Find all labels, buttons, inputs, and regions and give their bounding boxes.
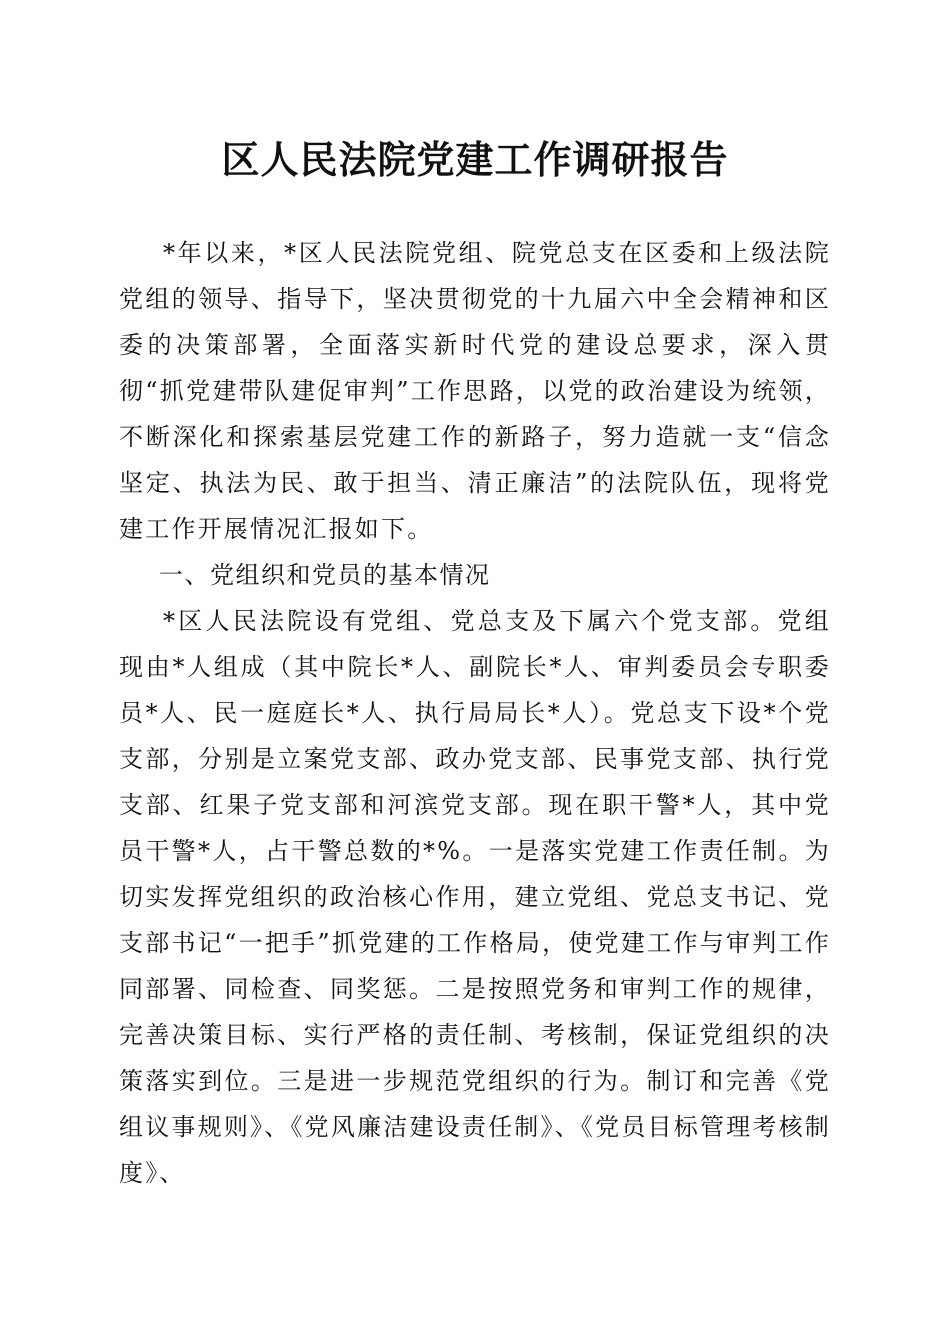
document-title: 区人民法院党建工作调研报告 bbox=[221, 138, 729, 182]
intro-paragraph: *年以来，*区人民法院党组、院党总支在区委和上级法院党组的领导、指导下，坚决贯彻党的十九届六中全会精神和区委的决策部署，全面落实新时代党的建设总要求，深入贯彻“抓党建带队建促审判”工作思路，以党的政治建设为统领，不断深化和探索基层党建工作的新路子，努力造就一支“信念坚定、执法为民、敢于担当、清正廉洁”的法院队伍，现将党建工作开展情况汇报如下。 bbox=[119, 239, 831, 543]
section-paragraph: *区人民法院设有党组、党总支及下属六个党支部。党组现由*人组成（其中院长*人、副院长*人、审判委员会专职委员*人、民一庭庭长*人、执行局局长*人）。党总支下设*个党支部，分别是立案党支部、政办党支部、民事党支部、执行党支部、红果子党支部和河滨党支部。现在职干警*人，其中党员干警*人，占干警总数的*%。一是落实党建工作责任制。为切实发挥党组织的政治核心作用，建立党组、党总支书记、党支部书记“一把手”抓党建的工作格局，使党建工作与审判工作同部署、同检查、同奖惩。二是按照党务和审判工作的规律，完善决策目标、实行严格的责任制、考核制，保证党组织的决策落实到位。三是进一步规范党组织的行为。制订和完善《党组议事规则》、《党风廉洁建设责任制》、《党员目标管理考核制度》、 bbox=[119, 607, 831, 1187]
section-heading: 一、党组织和党员的基本情况 bbox=[159, 561, 491, 589]
document-body bbox=[119, 230, 831, 1196]
